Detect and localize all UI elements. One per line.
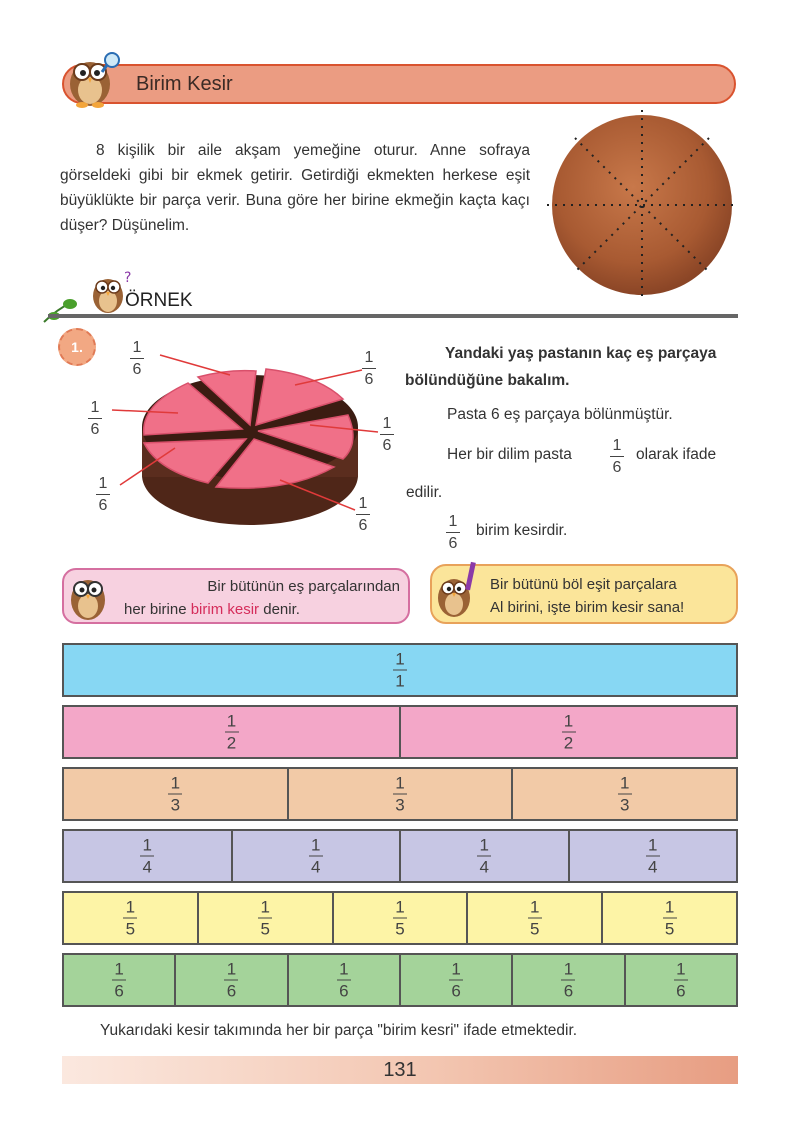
- fraction-label: 1 1: [393, 650, 407, 691]
- fraction-label: 1 4: [477, 836, 491, 877]
- cake-fraction-4: 1 6: [380, 414, 394, 455]
- fraction-row-6: [62, 953, 738, 1007]
- rhyme-text: Bir bütünü böl eşit parçalara Al birini, işte birim kesir sana!: [490, 576, 685, 616]
- fraction-cell: [401, 707, 736, 757]
- unit-fraction-example: 1 6: [446, 512, 460, 553]
- fraction-label: 1 2: [225, 712, 239, 753]
- cake-fraction-2: 1 6: [362, 348, 376, 389]
- explain-line-4: birim kesirdir.: [476, 522, 568, 539]
- cake-fraction-5: 1 6: [96, 474, 110, 515]
- fraction-label: 1 5: [258, 898, 272, 939]
- fraction-cell: [64, 707, 401, 757]
- cake-fraction-1: 1 6: [130, 338, 144, 379]
- explain-line-2-after: olarak ifade: [636, 446, 717, 463]
- fraction-label: 1 4: [309, 836, 323, 877]
- example-divider: [48, 314, 738, 318]
- fraction-row-4: [62, 829, 738, 883]
- cake-fraction-3: 1 6: [88, 398, 102, 439]
- fraction-row-1: [62, 643, 738, 697]
- fraction-label: 1 6: [674, 960, 688, 1001]
- explain-line-2-before: Her bir dilim pasta: [447, 446, 572, 463]
- explain-fraction: 1 6: [610, 436, 624, 477]
- svg-text:?: ?: [124, 270, 132, 286]
- fraction-label: 1 5: [123, 898, 137, 939]
- footer-note: Yukarıdaki kesir takımında her bir parça "birim kesri" ifade etmektedir.: [100, 1022, 578, 1039]
- fraction-cell: [64, 769, 289, 819]
- definition-text: Bir bütünün eş parçalarından her birine birim kesir denir.: [124, 578, 400, 618]
- fraction-label: 1 3: [168, 774, 182, 815]
- fraction-cell: [603, 893, 736, 943]
- fraction-cell: [468, 893, 603, 943]
- explain-line-1: Pasta 6 eş parçaya bölünmüştür.: [447, 406, 673, 423]
- example-question: Yandaki yaş pastanın kaç eş parçaya bölündüğüne bakalım.: [405, 345, 717, 389]
- fraction-label: 1 4: [646, 836, 660, 877]
- fraction-label: 1 6: [561, 960, 575, 1001]
- fraction-label: 1 2: [562, 712, 576, 753]
- fraction-cell: [401, 831, 570, 881]
- fraction-row-3: [62, 767, 738, 821]
- fraction-cell: [64, 831, 233, 881]
- fraction-cell: [513, 955, 625, 1005]
- fraction-cell: [334, 893, 469, 943]
- fraction-label: 1 6: [112, 960, 126, 1001]
- owl-pencil-icon: [432, 560, 484, 622]
- owl-reading-icon: [60, 48, 124, 108]
- fraction-cell: [289, 955, 401, 1005]
- fraction-cell: [401, 955, 513, 1005]
- fraction-label: 1 6: [337, 960, 351, 1001]
- fraction-label: 1 3: [393, 774, 407, 815]
- fraction-cell: [64, 645, 736, 695]
- explain-line-3: edilir.: [406, 484, 443, 501]
- fraction-cell: [199, 893, 334, 943]
- fraction-label: 1 5: [663, 898, 677, 939]
- fraction-cell: [233, 831, 402, 881]
- page-number: 131: [383, 1059, 417, 1081]
- fraction-cell: [626, 955, 736, 1005]
- leaf-icon: [42, 296, 82, 324]
- owl-glasses-icon: [64, 566, 116, 624]
- fraction-label: 1 3: [618, 774, 632, 815]
- fraction-cell: [64, 955, 176, 1005]
- fraction-label: 1 5: [528, 898, 542, 939]
- fraction-row-5: [62, 891, 738, 945]
- example-heading: ÖRNEK: [125, 290, 193, 311]
- cake-fraction-6: 1 6: [356, 494, 370, 535]
- definition-highlight: birim kesir: [190, 601, 260, 618]
- example-number-badge: 1.: [58, 328, 96, 366]
- fraction-label: 1 5: [393, 898, 407, 939]
- fraction-cell: [176, 955, 288, 1005]
- fraction-cell: [513, 769, 736, 819]
- fraction-cell: [289, 769, 514, 819]
- intro-paragraph: 8 kişilik bir aile akşam yemeğine oturur. Anne sofraya görseldeki gibi bir ekmek getirir. Getirdiği ekmekten herkese eşit büyüklükte bir parça verir. Buna göre her birine ekmeğin kaçta kaçı düşer? Düşünelim.: [60, 142, 530, 234]
- fraction-label: 1 6: [224, 960, 238, 1001]
- fraction-row-2: [62, 705, 738, 759]
- fraction-label: 1 6: [449, 960, 463, 1001]
- fraction-cell: [570, 831, 737, 881]
- bread-image: [545, 108, 740, 303]
- fraction-label: 1 4: [140, 836, 154, 877]
- section-title: Birim Kesir: [136, 73, 233, 95]
- fraction-cell: [64, 893, 199, 943]
